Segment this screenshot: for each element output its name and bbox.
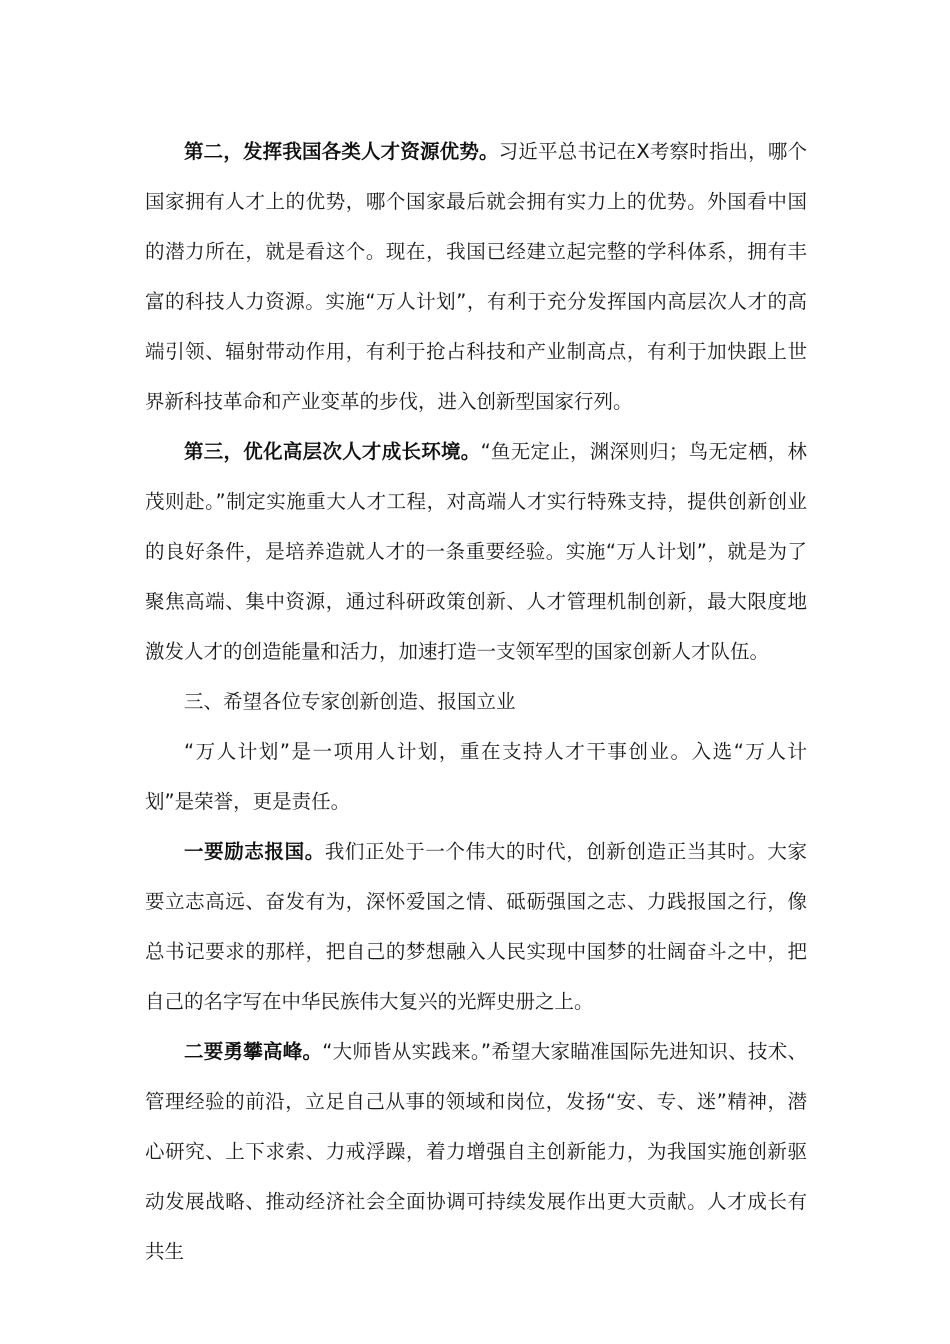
paragraph-text: 习近平总书记在X考察时指出，哪个国家拥有人才上的优势，哪个国家最后就会拥有实力上的优势。外国看中国的潜力所在，就是看这个。现在，我国已经建立起完整的学科体系，拥有丰富的科技人力资源。实施“万人计划”，有利于充分发挥国内高层次人才的高端引领、辐射带动作用，有利于抢占科技和产业制高点，有利于加快跟上世界新科技革命和产业变革的步伐，进入创新型国家行列。 bbox=[145, 140, 807, 413]
section-heading-text: 三、希望各位专家创新创造、报国立业 bbox=[184, 690, 516, 713]
paragraph-lead: 一要励志报国。 bbox=[184, 840, 325, 863]
paragraph-text: “鱼无定止，渊深则归；鸟无定栖，林茂则赴。”制定实施重大人才工程，对高端人才实行特殊支持，提供创新创业的良好条件，是培养造就人才的一条重要经验。实施“万人计划”，就是为了聚焦高端、集中资源，通过科研政策创新、人才管理机制创新，最大限度地激发人才的创造能量和活力，加速打造一支领军型的国家创新人才队伍。 bbox=[145, 440, 807, 663]
paragraph-intro bbox=[145, 727, 807, 827]
paragraph-text: “大师皆从实践来。”希望大家瞄准国际先进知识、技术、管理经验的前沿，立足自己从事的领域和岗位，发扬“安、专、迷”精神，潜心研究、上下求索、力戒浮躁，着力增强自主创新能力，为我国实施创新驱动发展战略、推动经济社会全面协调可持续发展作出更大贡献。人才成长有共生 bbox=[145, 1040, 807, 1263]
paragraph-text: 我们正处于一个伟大的时代，创新创造正当其时。大家要立志高远、奋发有为，深怀爱国之情、砥砺强国之志、力践报国之行，像总书记要求的那样，把自己的梦想融入人民实现中国梦的壮阔奋斗之中，把自己的名字写在中华民族伟大复兴的光辉史册之上。 bbox=[145, 840, 807, 1013]
paragraph-lead: 第二，发挥我国各类人才资源优势。 bbox=[184, 140, 499, 163]
paragraph-second-point bbox=[145, 127, 807, 427]
paragraph-lead: 二要勇攀高峰。 bbox=[184, 1040, 323, 1063]
paragraph-lead: 第三，优化高层次人才成长环境。 bbox=[184, 440, 481, 463]
paragraph-first-requirement bbox=[145, 827, 807, 1027]
paragraph-third-point bbox=[145, 427, 807, 677]
paragraph-text: “万人计划”是一项用人计划，重在支持人才干事创业。入选“万人计划”是荣誉，更是责任。 bbox=[145, 740, 807, 813]
section-heading bbox=[145, 677, 807, 727]
paragraph-second-requirement bbox=[145, 1027, 807, 1277]
document-body bbox=[145, 127, 807, 1277]
